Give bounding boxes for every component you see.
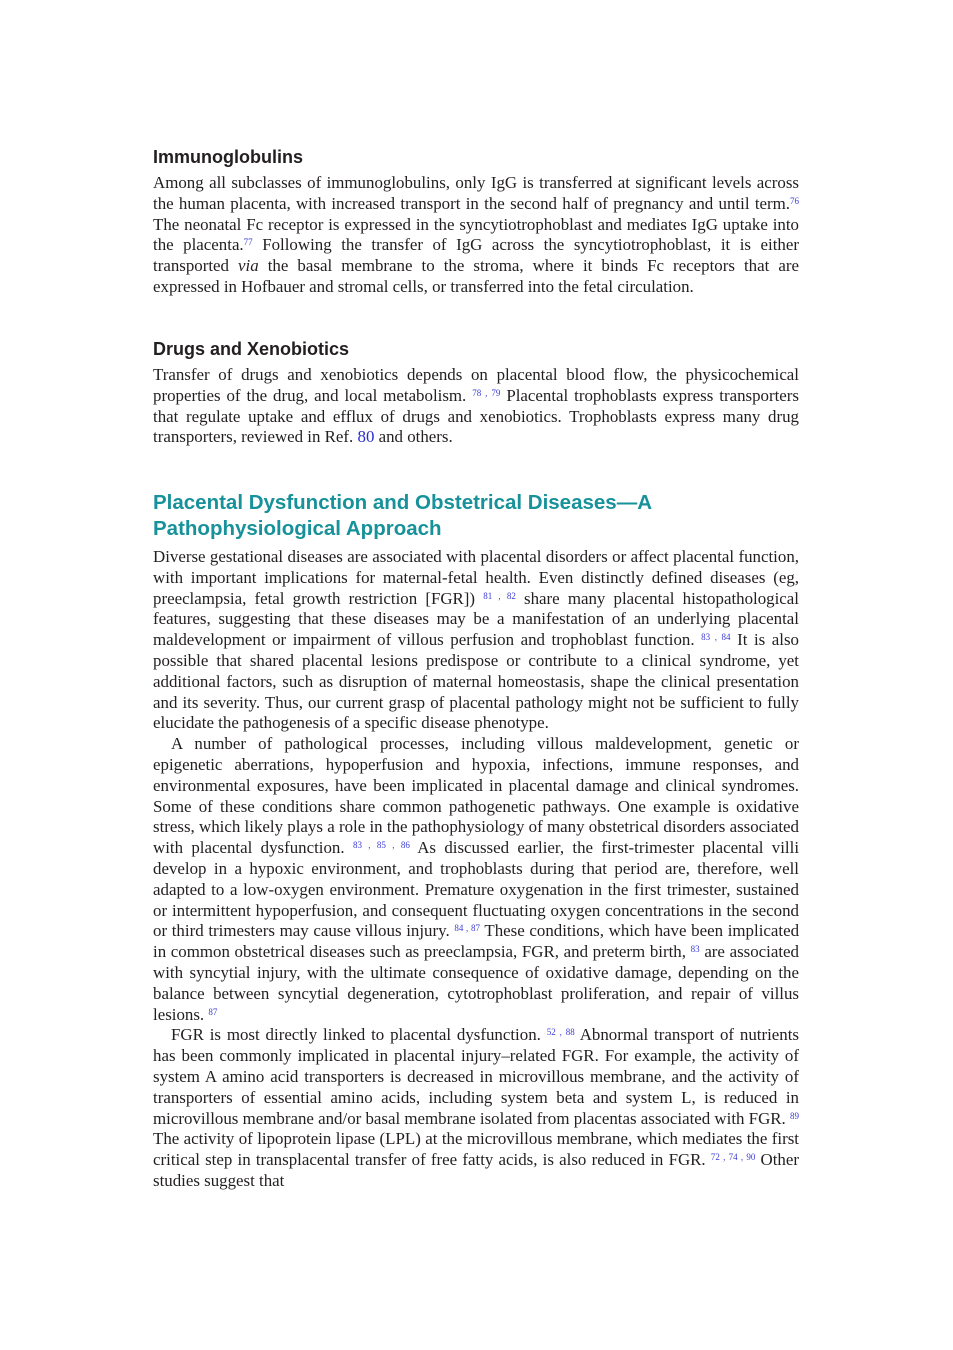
section-drugs-xenobiotics <box>153 338 799 448</box>
section-heading: Drugs and Xenobiotics <box>153 339 350 359</box>
section-heading: Immunoglobulins <box>153 147 303 167</box>
section-title: Placental Dysfunction and Obstetrical Diseases—A Pathophysiological Approach <box>153 491 652 540</box>
citation-ref[interactable]: 81 , 82 <box>483 590 516 601</box>
citation-ref[interactable]: 78 , 79 <box>472 387 501 398</box>
paragraph: A number of pathological processes, including villous maldevelopment, genetic or epigenetic aberrations, hypoperfusion and hypoxia, infections, immune responses, and environmental exposures, have been implicated in placental damage and clinical syndromes. Some of these conditions share common pathogenetic pathways. One example is oxidative stress, which likely plays a role in the pathophysiology of many obstetrical disorders associated with placental dysfunction. $^{83 , 85 , 86}$ As discussed earlier, the first-trimester placental villi develop in a hypoxic environment, and trophoblasts during that period are, therefore, well adapted to a low-oxygen environment. Premature oxygenation in the first trimester, sustained or intermittent hypoperfusion, and consequent fluctuating oxygen concentrations in the second or third trimesters may cause villous injury. $^{84 , 87}$ These conditions, which have been implicated in common obstetrical diseases such as preeclampsia, FGR, and preterm birth, $^{83}$ are associated with syncytial injury, with the ultimate consequence of oxidative damage, depending on the balance between syncytial degeneration, cytotrophoblast proliferation, and repair of villus lesions. $^{87}$ <box>153 734 800 1024</box>
citation-ref[interactable]: 72 , 74 , 90 <box>710 1152 756 1163</box>
paragraph: Among all subclasses of immunoglobulins, only IgG is transferred at significant levels across the human placenta, with increased transport in the second half of pregnancy and until term.$^{76}$ The neonatal Fc receptor is expressed in the syncytiotrophoblast and mediates IgG uptake into the placenta.$^{77}$ Following the transfer of IgG across the syncytiotrophoblast, it is either transported via the basal membrane to the stroma, where it binds Fc receptors that are expressed in Hofbauer and stromal cells, or transferred into the fetal circulation. <box>153 173 799 296</box>
citation-ref[interactable]: 52 , 88 <box>546 1027 575 1038</box>
citation-ref[interactable]: 83 , 84 <box>701 632 731 643</box>
paragraph: FGR is most directly linked to placental dysfunction. $^{52 , 88}$ Abnormal transport of nutrients has been commonly implicated in placental injury–related FGR. For example, the activity of system A amino acid transporters is decreased in microvillous membrane, and the activity of transporters of essential amino acids, including system beta and system L, is reduced in microvillous membrane and/or basal membrane isolated from placentas associated with FGR. $^{89}$ The activity of lipoprotein lipase (LPL) at the microvillous membrane, which mediates the first critical step in transplacental transfer of free fatty acids, is also reduced in FGR. $^{72 , 74 , 90}$ Other studies suggest that <box>153 1025 799 1190</box>
citation-ref[interactable]: 83 , 85 , 86 <box>352 840 410 851</box>
section-placental-dysfunction <box>153 490 799 1192</box>
citation-ref[interactable]: 89 <box>790 1110 799 1121</box>
citation-ref[interactable]: 87 <box>208 1006 218 1017</box>
paragraph: Diverse gestational diseases are associated with placental disorders or affect placental function, with important implications for maternal-fetal health. Even distinctly defined diseases (eg, preeclampsia, fetal growth restriction [FGR]) $^{81 , 82}$ share many placental histopathological features, suggesting that these diseases may be a manifestation of an underlying placental maldevelopment or impairment of villous perfusion and trophoblast function. $^{83 , 84}$ It is also possible that shared placental lesions predispose or contribute to a clinical syndrome, yet additional factors, such as disruption of maternal homeostasis, shape the clinical presentation and its severity. Thus, our current grasp of placental pathology might not be sufficient to fully elucidate the pathogenesis of a specific disease phenotype. <box>153 547 799 733</box>
citation-ref[interactable]: 84 , 87 <box>454 923 481 934</box>
citation-ref[interactable]: 76 <box>790 195 799 206</box>
citation-ref[interactable]: 77 <box>243 237 253 248</box>
citation-ref[interactable]: 83 <box>690 944 700 955</box>
citation-link[interactable]: 80 <box>357 427 375 447</box>
section-immunoglobulins <box>153 146 799 298</box>
paragraph: Transfer of drugs and xenobiotics depends on placental blood flow, the physicochemical properties of the drug, and local metabolism. $^{78 , 79}$ Placental trophoblasts express transporters that regulate uptake and efflux of drugs and xenobiotics. Trophoblasts express many drug transporters, reviewed in Ref. 80 and others. <box>153 365 799 447</box>
